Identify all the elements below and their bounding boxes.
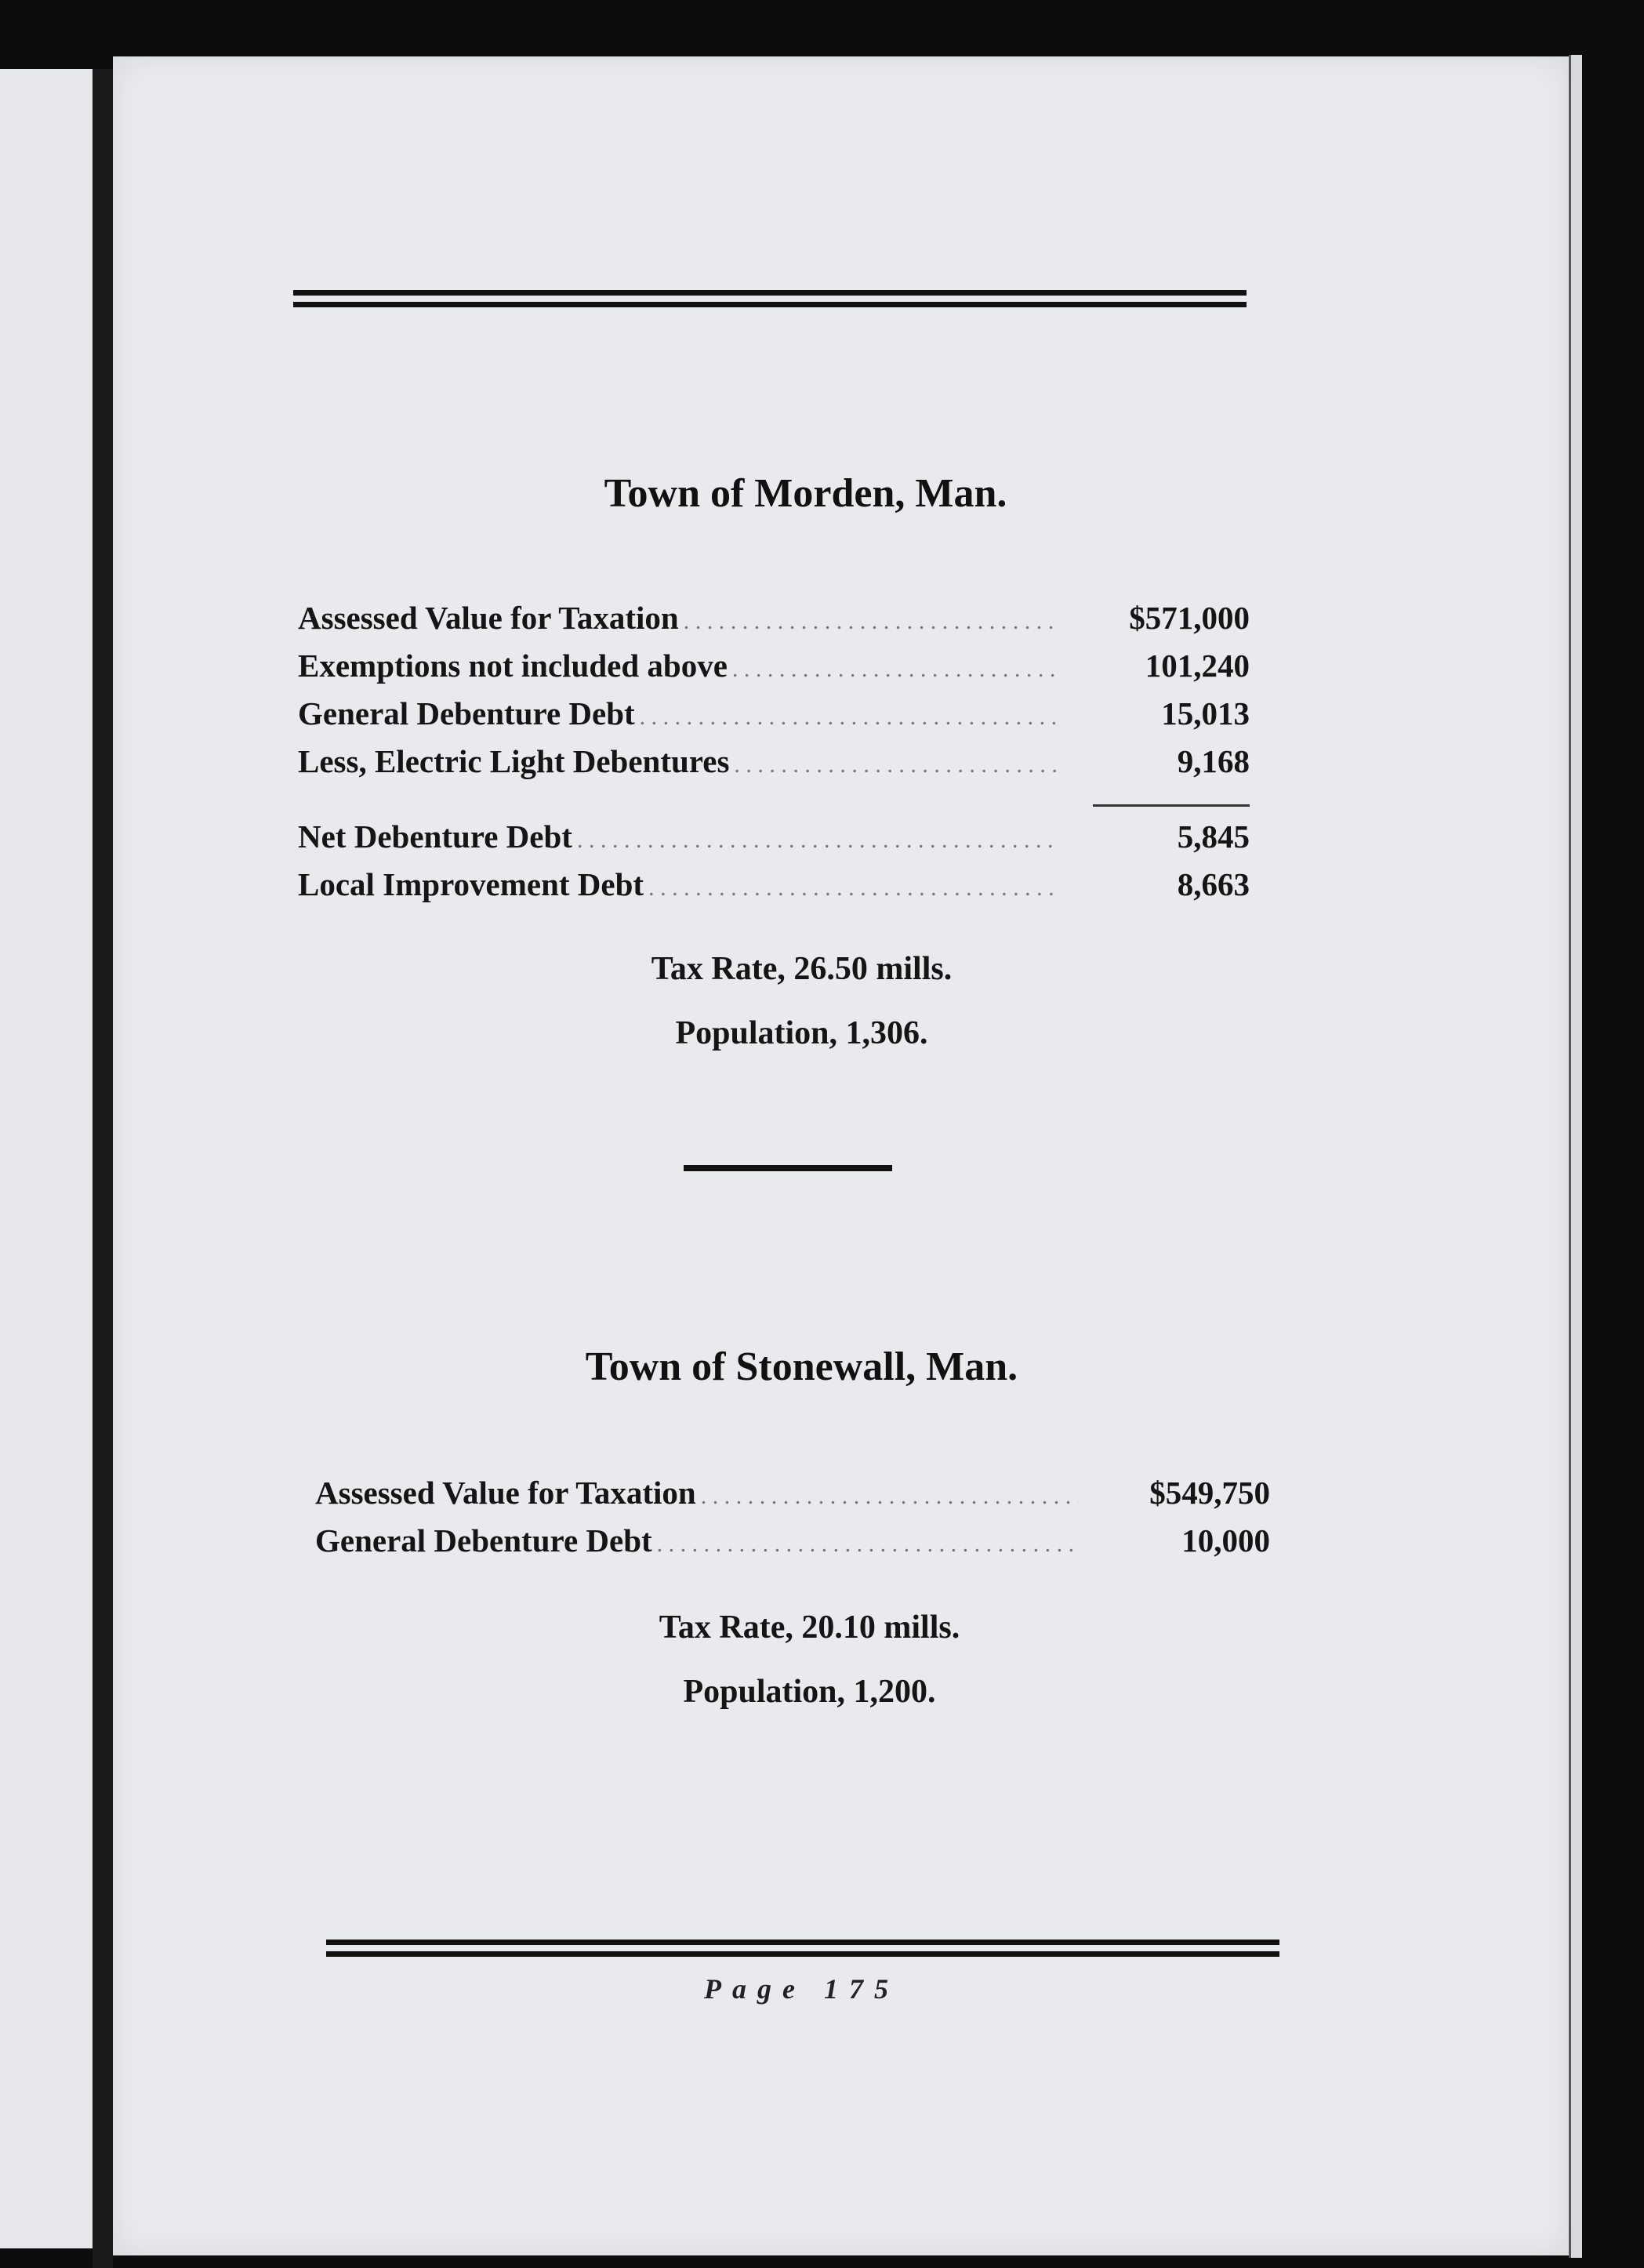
row-value: 5,845 bbox=[1177, 818, 1250, 855]
tax-rate: Tax Rate, 26.50 mills. bbox=[651, 951, 953, 987]
row-label: General Debenture Debt bbox=[315, 1522, 652, 1559]
row-label: General Debenture Debt bbox=[298, 695, 635, 731]
row-value: 101,240 bbox=[1145, 648, 1250, 684]
tax-rate: Tax Rate, 20.10 mills. bbox=[659, 1609, 960, 1646]
table-row bbox=[298, 742, 1250, 790]
leader-dots bbox=[701, 1483, 1079, 1510]
stonewall-table bbox=[315, 1474, 1270, 1569]
row-label: Local Improvement Debt bbox=[298, 866, 644, 902]
row-value: 9,168 bbox=[1177, 743, 1250, 779]
section-divider bbox=[684, 1165, 892, 1171]
table-row bbox=[298, 695, 1250, 742]
table-row bbox=[315, 1522, 1270, 1569]
subtotal-rule bbox=[1093, 804, 1250, 807]
leader-dots bbox=[577, 827, 1058, 854]
leader-dots bbox=[648, 875, 1058, 902]
leader-dots bbox=[657, 1531, 1079, 1558]
leader-dots bbox=[640, 704, 1058, 731]
row-value: 10,000 bbox=[1181, 1522, 1270, 1559]
row-value: 8,663 bbox=[1177, 866, 1250, 902]
row-label: Net Debenture Debt bbox=[298, 818, 572, 855]
table-row bbox=[315, 1474, 1270, 1522]
row-label: Less, Electric Light Debentures bbox=[298, 743, 730, 779]
leader-dots bbox=[732, 656, 1058, 683]
population: Population, 1,306. bbox=[675, 1015, 928, 1051]
row-value: $571,000 bbox=[1129, 600, 1250, 636]
row-label: Assessed Value for Taxation bbox=[298, 600, 679, 636]
row-value: $549,750 bbox=[1149, 1475, 1270, 1511]
table-row bbox=[298, 599, 1250, 647]
facing-page-edge bbox=[0, 69, 93, 2248]
table-row bbox=[298, 818, 1250, 865]
section-title: Town of Morden, Man. bbox=[604, 471, 1007, 516]
morden-table bbox=[298, 599, 1250, 913]
top-double-rule bbox=[293, 290, 1247, 307]
section-title: Town of Stonewall, Man. bbox=[585, 1344, 1018, 1389]
row-label: Exemptions not included above bbox=[298, 648, 728, 684]
bottom-double-rule bbox=[326, 1940, 1279, 1957]
leader-dots bbox=[684, 608, 1058, 635]
row-label: Assessed Value for Taxation bbox=[315, 1475, 696, 1511]
book-gutter bbox=[93, 69, 113, 2268]
document-page bbox=[113, 56, 1569, 2255]
row-value: 15,013 bbox=[1161, 695, 1250, 731]
page-edge bbox=[1569, 55, 1582, 2258]
population: Population, 1,200. bbox=[683, 1674, 936, 1710]
page-number: Page 175 bbox=[704, 1973, 899, 2005]
leader-dots bbox=[734, 752, 1058, 778]
table-row bbox=[298, 865, 1250, 913]
table-row bbox=[298, 647, 1250, 695]
